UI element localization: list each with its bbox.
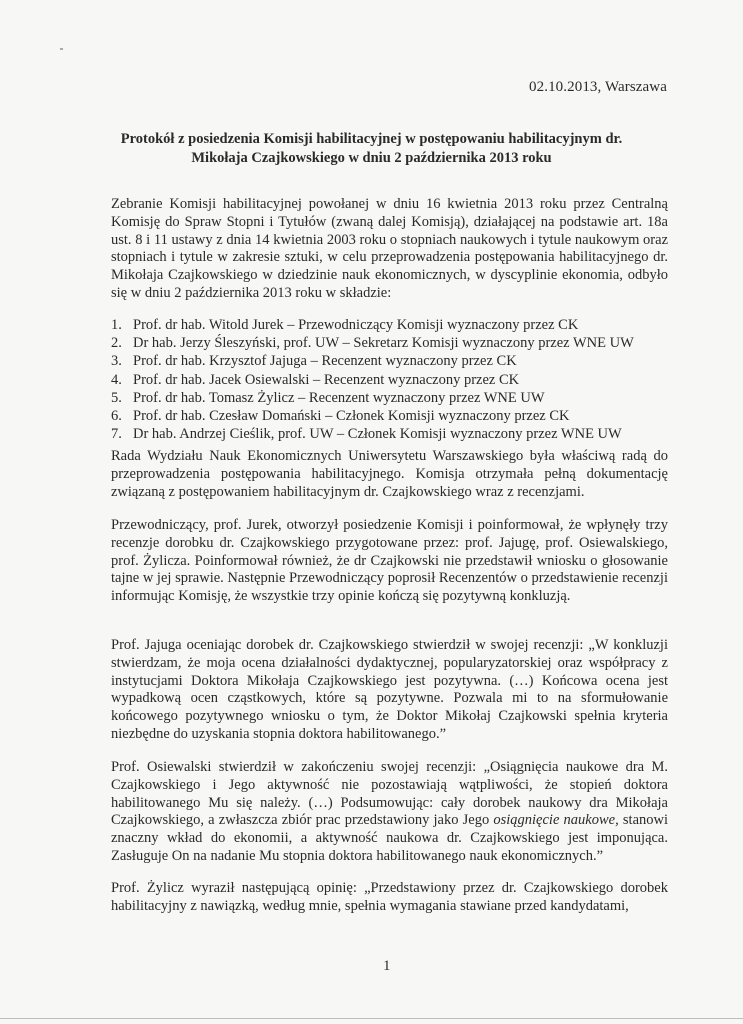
scan-speck — [60, 48, 63, 50]
paragraph-review-osiewalski — [111, 759, 668, 866]
list-item-number: 5. — [111, 389, 122, 406]
list-item-number: 6. — [111, 408, 122, 425]
bottom-scan-line — [0, 1018, 743, 1019]
paragraph-review-zylicz: Prof. Żylicz wyraził następującą opinię: „Przedstawiony przez dr. Czajkowskiego dorobek habilitacyjny z nawiązką, według mnie, spełnia wymagania stawiane przed kandydatami, — [111, 880, 668, 914]
list-item — [111, 389, 668, 407]
list-item-text: Dr hab. Andrzej Cieślik, prof. UW – Członek Komisji wyznaczony przez WNE UW — [133, 426, 622, 443]
date-place: 02.10.2013, Warszawa — [529, 79, 667, 95]
list-item-number: 2. — [111, 335, 122, 352]
paragraph-chair-opening: Przewodniczący, prof. Jurek, otworzył posiedzenie Komisji i poinformował, że wpłynęły trzy recenzje dorobku dr. Czajkowskiego przygotowane przez: prof. Jajugę, prof. Osiewalskiego, prof. Żylicza. Poinformował również, że dr Czajkowski nie przedstawił wniosku o głosowanie tajne w jej sprawie. Następnie Przewodniczący poprosił Recenzentów o przedstawienie recenzji informując Komisję, że wszystkie trzy opinie kończą się pozytywną konkluzją. — [111, 517, 668, 605]
list-item-number: 1. — [111, 317, 122, 333]
list-item-text: Dr hab. Jerzy Śleszyński, prof. UW – Sekretarz Komisji wyznaczony przez WNE UW — [133, 335, 634, 352]
list-item-text: Prof. dr hab. Krzysztof Jajuga – Recenzent wyznaczony przez CK — [133, 353, 517, 370]
list-item — [111, 352, 668, 370]
list-item — [111, 371, 668, 389]
list-item-number: 3. — [111, 353, 122, 370]
list-item-number: 7. — [111, 426, 122, 443]
list-item-text: Prof. dr hab. Jacek Osiewalski – Recenzent wyznaczony przez CK — [133, 371, 520, 388]
page-number: 1 — [383, 958, 391, 974]
list-item-number: 4. — [111, 371, 122, 388]
paragraph-faculty-council: Rada Wydziału Nauk Ekonomicznych Uniwersytetu Warszawskiego była właściwą radą do przeprowadzenia postępowania habilitacyjnego. Komisja otrzymała pełną dokumentację związaną z postępowaniem habilitacyjnym dr. Czajkowskiego wraz z recenzjami. — [111, 448, 668, 500]
list-item-text: Prof. dr hab. Witold Jurek – Przewodniczący Komisji wyznaczony przez CK — [133, 317, 579, 333]
paragraph-review-jajuga: Prof. Jajuga oceniając dorobek dr. Czajkowskiego stwierdził w swojej recenzji: „W konkluzji stwierdzam, że moja ocena działalności dydaktycznej, popularyzatorskiej oraz współpracy z instytucjami Doktora Mikołaja Czajkowskiego jest pozytywna. (…) Końcowa ocena jest wypadkową ocen cząstkowych, które są pozytywne. Pozwala mi to na sformułowanie końcowego pozytywnego wniosku o tym, że Doktor Mikołaj Czajkowski spełnia kryteria niezbędne do uzyskania stopnia doktora habilitowanego.” — [111, 637, 668, 742]
document-title: Protokół z posiedzenia Komisji habilitacyjnej w postępowaniu habilitacyjnym dr. Mikołaja Czajkowskiego w dniu 2 października 2013 roku — [120, 131, 623, 166]
list-item-text: Prof. dr hab. Czesław Domański – Członek Komisji wyznaczony przez CK — [133, 408, 570, 425]
list-item — [111, 316, 668, 334]
list-item — [111, 425, 668, 443]
list-item-text: Prof. dr hab. Tomasz Żylicz – Recenzent wyznaczony przez WNE UW — [133, 389, 545, 406]
review-italic-phrase: osiągnięcie naukowe, — [493, 812, 619, 829]
review-text-end: stanowi znaczny wkład do ekonomii, a aktywność naukowa dr. Czajkowskiego jest imponująca. Zasługuje On na nadanie Mu stopnia doktora habilitowanego nauk ekonomicznych.” — [111, 812, 669, 864]
review-text-start: Prof. Osiewalski stwierdził w zakończeniu swojej recenzji: „Osiągnięcia naukowe dra M. Czajkowskiego i Jego aktywność nie pozostawiają wątpliwości, że stopień doktora habilitowanego Mu się należy. (…) Podsumowując: cały dorobek naukowy dra Mikołaja Czajkowskiego, a zwłaszcza zbiór prac przedstawiony jako Jego — [111, 759, 668, 829]
committee-members-list — [111, 316, 668, 443]
list-item — [111, 334, 668, 352]
list-item — [111, 407, 668, 425]
paragraph-intro: Zebranie Komisji habilitacyjnej powołanej w dniu 16 kwietnia 2013 roku przez Centralną Komisję do Spraw Stopni i Tytułów (zwaną dalej Komisją), działającej na podstawie art. 18a ust. 8 i 11 ustawy z dnia 14 kwietnia 2003 roku o stopniach naukowych i tytule naukowym oraz stopniach i tytule w zakresie sztuki, w celu przeprowadzenia postępowania habilitacyjnego dr. Mikołaja Czajkowskiego w dziedzinie nauk ekonomicznych, w dyscyplinie ekonomia, odbyło się w dniu 2 października 2013 roku w składzie: — [111, 196, 668, 301]
